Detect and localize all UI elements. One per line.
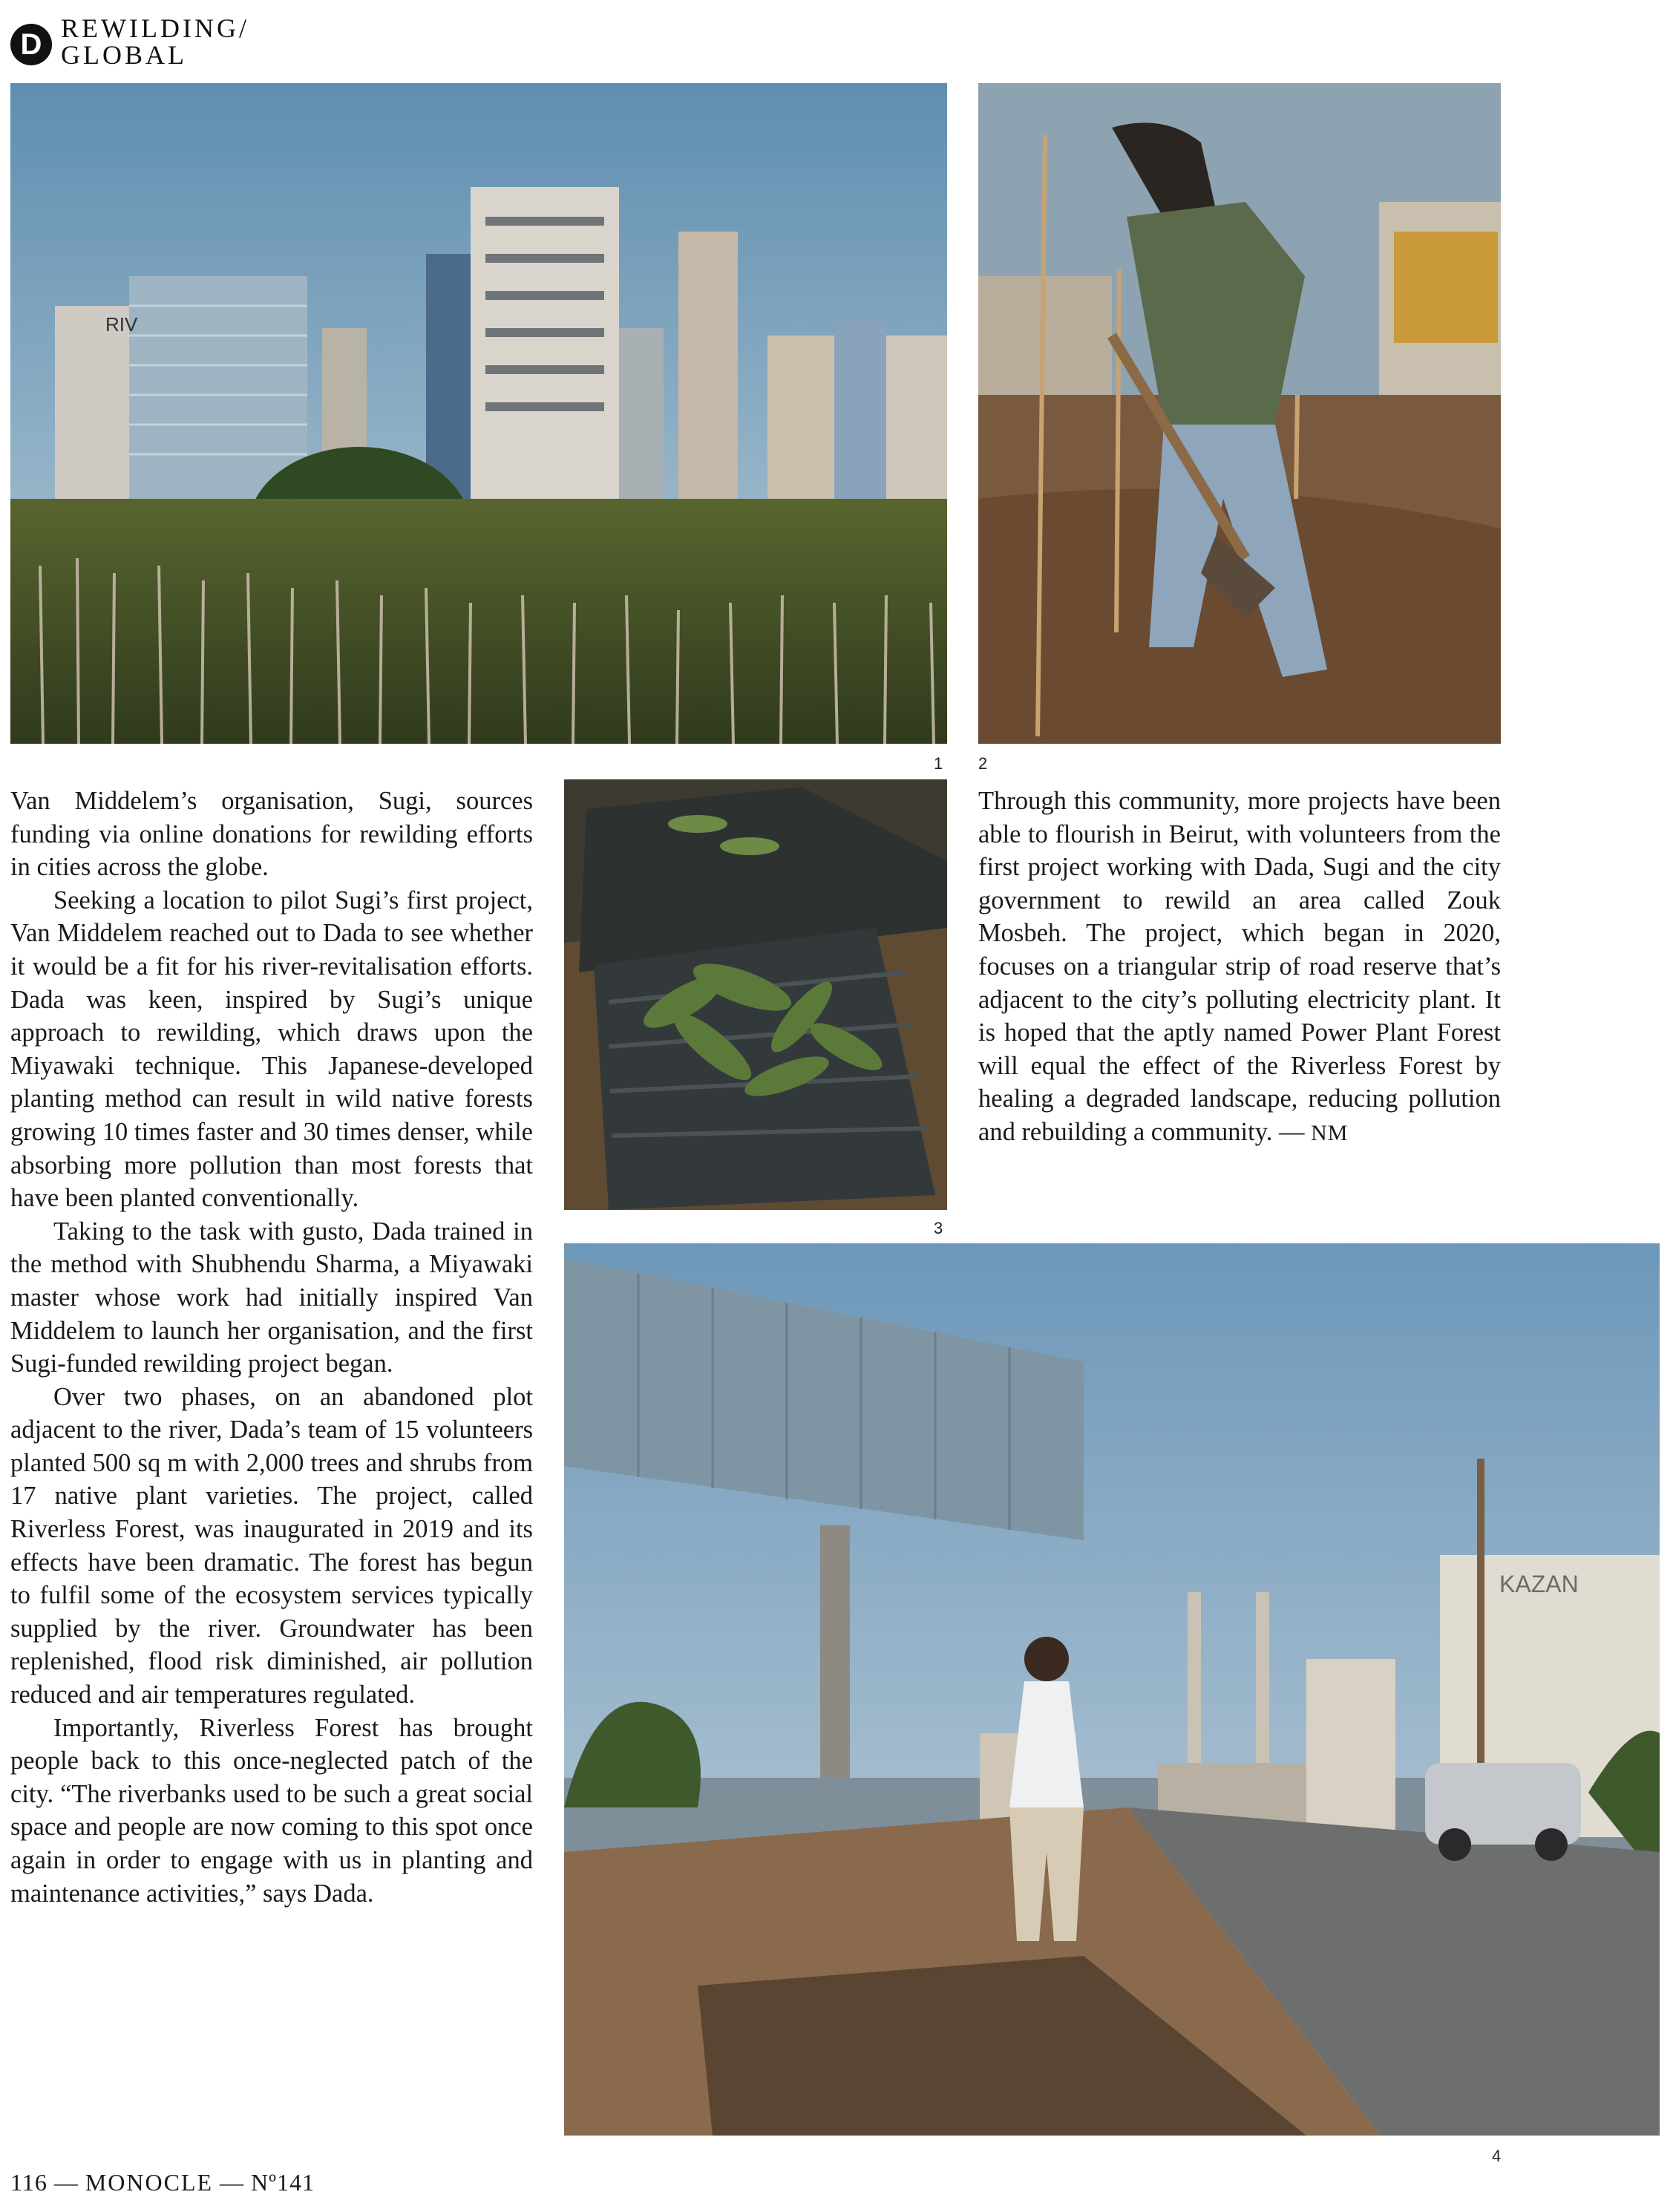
building-sign-text: KAZAN <box>1499 1571 1579 1597</box>
photo-number: 2 <box>978 754 988 773</box>
photo-power-plant-roadside <box>564 1243 1660 2136</box>
photo-number: 4 <box>1492 2147 1502 2165</box>
page-number: 116 <box>10 2169 48 2196</box>
photo-number: 3 <box>934 1219 943 1237</box>
section-title-line2: GLOBAL <box>61 40 187 70</box>
photo-number: 1 <box>934 754 943 773</box>
section-badge-icon: D <box>10 24 52 65</box>
issue-number: Nº141 <box>251 2169 315 2196</box>
footer-separator: — <box>53 2169 79 2196</box>
photo-seedling-crates <box>564 779 947 1210</box>
photo-man-digging <box>978 83 1501 744</box>
paragraph: Importantly, Riverless Forest has brought people back to this once-neglected patch of the city. “The riverbanks used to be such a great social space and people are now coming to this spot once again in order to engage with us in planting and maintenance activities,” says Dada. <box>10 1713 533 1908</box>
paragraph-text: Through this community, more projects have been able to flourish in Beirut, with volunteers from the first project working with Dada, Sugi and the city government to rewild an area called Zouk Mosbeh. The project, which began in 2020, focuses on a triangular strip of road reserve that’s adjacent to the city’s polluting electricity plant. It is hoped that the aptly named Power Plant Forest will equal the effect of the Riverless Forest by healing a degraded landscape, reducing pollution and rebuilding a community. — <box>978 787 1501 1146</box>
paragraph: Taking to the task with gusto, Dada trained in the method with Shubhendu Sharma, a Miyawaki master whose work had initially inspired Van Middelem to launch her organisation, and the first Sugi-funded rewilding project began. <box>10 1217 533 1378</box>
paragraph: Seeking a location to pilot Sugi’s first project, Van Middelem reached out to Dada to see whether it would be a fit for his river-revitalisation efforts. Dada was keen, inspired by Sugi’s unique approach to rewilding, which draws upon the Miyawaki technique. This Japanese-developed planting method can result in wild native forests growing 10 times faster and 30 times denser, while absorbing more pollution than most forests that have been planted conventionally. <box>10 886 533 1213</box>
author-signature: NM <box>1311 1120 1349 1145</box>
paragraph <box>978 785 1501 1151</box>
paragraph: Over two phases, on an abandoned plot adjacent to the river, Dada’s team of 15 volunteers planted 500 sq m with 2,000 trees and shrubs from 17 native plant varieties. The project, called Riverless Forest, was inaugurated in 2019 and its effects have been dramatic. The forest has begun to fulfil some of the ecosystem services typically supplied by the river. Groundwater has been replenished, flood risk diminished, air pollution reduced and air temperatures regulated. <box>10 1382 533 1709</box>
page-footer <box>10 2169 315 2196</box>
article-left-column <box>10 785 533 1910</box>
sign-text: RIV <box>105 313 138 336</box>
section-title-line1: REWILDING/ <box>61 13 249 43</box>
magazine-name: MONOCLE <box>85 2169 214 2196</box>
photo-city-skyline <box>10 83 947 744</box>
paragraph: Van Middelem’s organisation, Sugi, sources funding via online donations for rewilding efforts in cities across the globe. <box>10 787 533 882</box>
article-right-column <box>978 785 1501 1151</box>
footer-separator: — <box>220 2169 245 2196</box>
